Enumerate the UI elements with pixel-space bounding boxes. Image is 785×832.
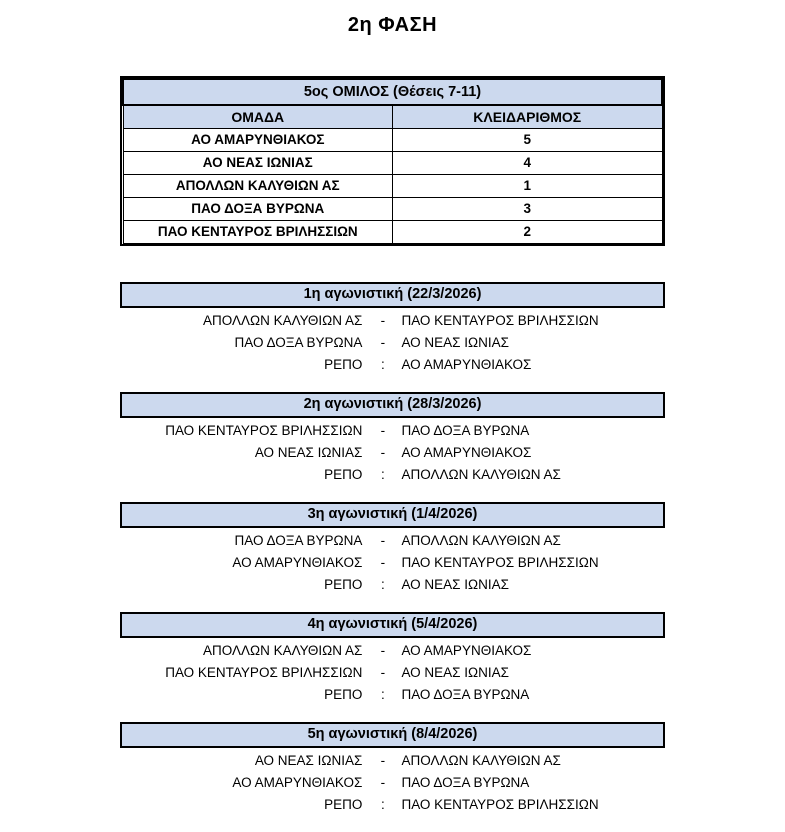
match-row <box>120 442 665 464</box>
match-away-team: ΑΟ ΑΜΑΡΥΝΘΙΑΚΟΣ <box>401 445 532 460</box>
table-row <box>123 152 662 175</box>
table-row <box>123 198 662 221</box>
table-row <box>123 221 662 244</box>
standings-team-key: 1 <box>393 175 663 198</box>
match-row <box>120 354 665 376</box>
round-matches-table <box>120 640 665 706</box>
standings-team-key: 4 <box>393 152 663 175</box>
match-away-team: ΠΑΟ ΚΕΝΤΑΥΡΟΣ ΒΡΙΛΗΣΣΙΩΝ <box>401 313 599 328</box>
standings-team-name: ΑΠΟΛΛΩΝ ΚΑΛΥΘΙΩΝ ΑΣ <box>123 175 393 198</box>
standings-team-name: ΑΟ ΝΕΑΣ ΙΩΝΙΑΣ <box>123 152 393 175</box>
match-home-team: ΑΠΟΛΛΩΝ ΚΑΛΥΘΙΩΝ ΑΣ <box>203 643 363 658</box>
round-header: 4η αγωνιστική (5/4/2026) <box>120 612 665 638</box>
match-row <box>120 794 665 816</box>
match-row <box>120 310 665 332</box>
standings-section <box>120 76 665 246</box>
match-row <box>120 332 665 354</box>
match-separator: - <box>380 665 386 680</box>
match-row <box>120 662 665 684</box>
match-home-team: ΠΑΟ ΚΕΝΤΑΥΡΟΣ ΒΡΙΛΗΣΣΙΩΝ <box>165 665 363 680</box>
match-away-team: ΠΑΟ ΚΕΝΤΑΥΡΟΣ ΒΡΙΛΗΣΣΙΩΝ <box>401 555 599 570</box>
standings-team-name: ΠΑΟ ΚΕΝΤΑΥΡΟΣ ΒΡΙΛΗΣΣΙΩΝ <box>123 221 393 244</box>
match-away-team: ΠΑΟ ΔΟΞΑ ΒΥΡΩΝΑ <box>401 423 530 438</box>
match-separator: - <box>380 335 386 350</box>
match-bye-label: ΡΕΠΟ <box>324 467 363 482</box>
match-row <box>120 574 665 596</box>
match-row <box>120 640 665 662</box>
match-separator: - <box>380 753 386 768</box>
round-matches-table <box>120 420 665 486</box>
match-row <box>120 772 665 794</box>
match-separator: - <box>380 445 386 460</box>
match-row <box>120 420 665 442</box>
match-away-team: ΠΑΟ ΔΟΞΑ ΒΥΡΩΝΑ <box>401 775 530 790</box>
match-row <box>120 530 665 552</box>
match-bye-team: ΠΑΟ ΔΟΞΑ ΒΥΡΩΝΑ <box>401 687 530 702</box>
round-header: 3η αγωνιστική (1/4/2026) <box>120 502 665 528</box>
match-home-team: ΑΠΟΛΛΩΝ ΚΑΛΥΘΙΩΝ ΑΣ <box>203 313 363 328</box>
match-home-team: ΑΟ ΑΜΑΡΥΝΘΙΑΚΟΣ <box>232 555 363 570</box>
standings-team-key: 3 <box>393 198 663 221</box>
round-header: 1η αγωνιστική (22/3/2026) <box>120 282 665 308</box>
round-block <box>120 722 665 816</box>
match-bye-team: ΑΟ ΑΜΑΡΥΝΘΙΑΚΟΣ <box>401 357 532 372</box>
match-home-team: ΑΟ ΝΕΑΣ ΙΩΝΙΑΣ <box>254 445 363 460</box>
match-bye-team: ΑΠΟΛΛΩΝ ΚΑΛΥΘΙΩΝ ΑΣ <box>401 467 561 482</box>
match-home-team: ΑΟ ΝΕΑΣ ΙΩΝΙΑΣ <box>254 753 363 768</box>
standings-table <box>122 78 663 244</box>
match-bye-label: ΡΕΠΟ <box>324 357 363 372</box>
match-separator: : <box>381 797 385 812</box>
match-bye-label: ΡΕΠΟ <box>324 797 363 812</box>
match-away-team: ΑΟ ΑΜΑΡΥΝΘΙΑΚΟΣ <box>401 643 532 658</box>
round-matches-table <box>120 530 665 596</box>
match-separator: - <box>380 313 386 328</box>
match-row <box>120 750 665 772</box>
match-separator: : <box>381 357 385 372</box>
match-separator: - <box>380 533 386 548</box>
match-away-team: ΑΟ ΝΕΑΣ ΙΩΝΙΑΣ <box>401 335 509 350</box>
round-block <box>120 282 665 376</box>
standings-column-header-row <box>123 105 662 129</box>
match-away-team: ΑΠΟΛΛΩΝ ΚΑΛΥΘΙΩΝ ΑΣ <box>401 533 561 548</box>
match-bye-team: ΠΑΟ ΚΕΝΤΑΥΡΟΣ ΒΡΙΛΗΣΣΙΩΝ <box>401 797 599 812</box>
match-row <box>120 464 665 486</box>
standings-table-body <box>123 79 662 244</box>
page-title: 2η ΦΑΣΗ <box>347 14 438 36</box>
match-away-team: ΑΠΟΛΛΩΝ ΚΑΛΥΘΙΩΝ ΑΣ <box>401 753 561 768</box>
match-separator: : <box>381 467 385 482</box>
standings-team-key: 2 <box>393 221 663 244</box>
match-home-team: ΠΑΟ ΚΕΝΤΑΥΡΟΣ ΒΡΙΛΗΣΣΙΩΝ <box>165 423 363 438</box>
standings-column-team: ΟΜΑΔΑ <box>123 105 393 129</box>
standings-group-header: 5ος ΟΜΙΛΟΣ (Θέσεις 7-11) <box>123 79 662 105</box>
match-separator: - <box>380 775 386 790</box>
table-row <box>123 175 662 198</box>
standings-team-name: ΠΑΟ ΔΟΞΑ ΒΥΡΩΝΑ <box>123 198 393 221</box>
match-away-team: ΑΟ ΝΕΑΣ ΙΩΝΙΑΣ <box>401 665 509 680</box>
match-separator: : <box>381 577 385 592</box>
match-home-team: ΠΑΟ ΔΟΞΑ ΒΥΡΩΝΑ <box>234 533 363 548</box>
table-row <box>123 129 662 152</box>
round-header: 2η αγωνιστική (28/3/2026) <box>120 392 665 418</box>
standings-group-header-row <box>123 79 662 105</box>
match-separator: : <box>381 687 385 702</box>
match-bye-label: ΡΕΠΟ <box>324 687 363 702</box>
match-separator: - <box>380 555 386 570</box>
standings-table-border <box>120 76 665 246</box>
match-bye-team: ΑΟ ΝΕΑΣ ΙΩΝΙΑΣ <box>401 577 509 592</box>
round-block <box>120 502 665 596</box>
standings-team-key: 5 <box>393 129 663 152</box>
match-row <box>120 684 665 706</box>
match-row <box>120 552 665 574</box>
match-bye-label: ΡΕΠΟ <box>324 577 363 592</box>
match-home-team: ΠΑΟ ΔΟΞΑ ΒΥΡΩΝΑ <box>234 335 363 350</box>
match-separator: - <box>380 643 386 658</box>
round-matches-table <box>120 310 665 376</box>
standings-column-key: ΚΛΕΙΔΑΡΙΘΜΟΣ <box>393 105 663 129</box>
round-header: 5η αγωνιστική (8/4/2026) <box>120 722 665 748</box>
standings-team-name: ΑΟ ΑΜΑΡΥΝΘΙΑΚΟΣ <box>123 129 393 152</box>
match-separator: - <box>380 423 386 438</box>
round-matches-table <box>120 750 665 816</box>
rounds-section <box>120 282 665 832</box>
round-block <box>120 612 665 706</box>
round-block <box>120 392 665 486</box>
match-home-team: ΑΟ ΑΜΑΡΥΝΘΙΑΚΟΣ <box>232 775 363 790</box>
